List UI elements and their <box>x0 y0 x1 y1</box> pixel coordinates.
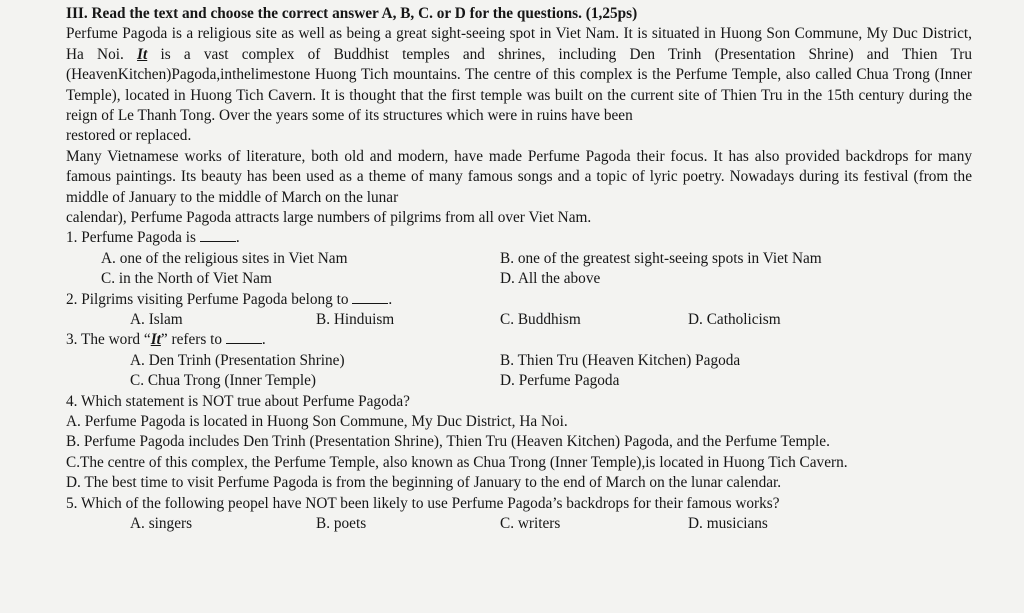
question-3-options-row-1 <box>66 351 972 371</box>
passage-p1-text-middle: is a vast complex of Buddhist temples and shrines, including Den Trinh (Presentation Shrine) and Thien Tru (HeavenKitchen)Pagoda,inthelimestone Huong Tich mountains. The centre of this complex is the Perfume Temple, also called Chua Trong (Inner Temple), located in Huong Tich Cavern. It is thought that the first temple was built on the current site of Thien Tru in the 15th century during the reign of Le Thanh Tong. Over the years some of its structures which were in ruins have been <box>66 45 972 125</box>
option-2b[interactable]: B. Hinduism <box>316 311 395 329</box>
question-1-options-row-1 <box>66 249 972 269</box>
option-5c[interactable]: C. writers <box>500 515 561 533</box>
passage-p2-text-end: calendar), Perfume Pagoda attracts large numbers of pilgrims from all over Viet Nam. <box>66 209 592 227</box>
passage-p1-text-start: Perfume Pagoda is a religious site as well as being a great sight-seeing spot in Viet Nam. It is situated in Huong Son Commune, My Duc District, Ha Noi. <box>66 25 972 63</box>
question-3 <box>66 330 972 391</box>
option-5a[interactable]: A. singers <box>130 515 193 533</box>
question-3-stem-end: . <box>261 331 266 349</box>
question-1-stem-end: . <box>235 229 240 247</box>
question-5-stem: 5. Which of the following peopel have NOT been likely to use Perfume Pagoda’s backdrops for their famous works? <box>66 494 780 512</box>
option-2d[interactable]: D. Catholicism <box>688 311 781 329</box>
question-1-stem <box>66 228 972 248</box>
question-4-stem: 4. Which statement is NOT true about Perfume Pagoda? <box>66 392 410 410</box>
question-3-options-row-2 <box>66 371 972 391</box>
answer-blank <box>352 291 388 304</box>
option-3a[interactable]: A. Den Trinh (Presentation Shrine) <box>130 351 345 369</box>
question-5 <box>66 494 972 535</box>
question-4 <box>66 392 972 494</box>
option-3b[interactable]: B. Thien Tru (Heaven Kitchen) Pagoda <box>500 351 741 369</box>
answer-blank <box>200 229 236 242</box>
question-2-stem <box>66 290 972 310</box>
option-4b[interactable]: B. Perfume Pagoda includes Den Trinh (Presentation Shrine), Thien Tru (Heaven Kitchen) Pagoda, and the Perfume Temple. <box>66 433 830 451</box>
question-2 <box>66 290 972 331</box>
passage-p2-text: Many Vietnamese works of literature, both old and modern, have made Perfume Pagoda their focus. It has also provided backdrops for many famous paintings. Its beauty has been used as a theme of many famous songs and a topic of lyric poetry. Nowadays during its festival (from the middle of January to the middle of March on the lunar <box>66 147 972 206</box>
option-5b[interactable]: B. poets <box>316 515 367 533</box>
page-bottom-edge <box>0 607 1024 613</box>
answer-blank <box>226 331 262 344</box>
question-2-stem-text: 2. Pilgrims visiting Perfume Pagoda belong to <box>66 290 349 308</box>
question-2-stem-end: . <box>388 290 393 308</box>
option-1b[interactable]: B. one of the greatest sight-seeing spots in Viet Nam <box>500 249 822 267</box>
referent-word: It <box>137 45 148 63</box>
question-3-stem-text: ” refers to <box>160 331 223 349</box>
passage-p1-text-end: restored or replaced. <box>66 127 192 145</box>
question-1-stem-text: 1. Perfume Pagoda is <box>66 229 197 247</box>
question-3-stem-start: 3. The word “ <box>66 331 151 349</box>
passage-paragraph-1 <box>66 24 972 146</box>
question-1-options-row-2 <box>66 269 972 289</box>
section-heading: III. Read the text and choose the correct answer A, B, C. or D for the questions. (1,25ps) <box>66 5 638 22</box>
question-5-options-row <box>66 514 972 534</box>
option-1d[interactable]: D. All the above <box>500 270 601 288</box>
option-3d[interactable]: D. Perfume Pagoda <box>500 372 620 390</box>
option-1a[interactable]: A. one of the religious sites in Viet Nam <box>101 249 348 267</box>
option-4a[interactable]: A. Perfume Pagoda is located in Huong Son Commune, My Duc District, Ha Noi. <box>66 413 568 431</box>
option-4c[interactable]: C.The centre of this complex, the Perfume Temple, also known as Chua Trong (Inner Temple),is located in Huong Tich Cavern. <box>66 453 848 471</box>
option-2c[interactable]: C. Buddhism <box>500 311 581 329</box>
option-1c[interactable]: C. in the North of Viet Nam <box>101 270 272 288</box>
option-3c[interactable]: C. Chua Trong (Inner Temple) <box>130 372 317 390</box>
option-2a[interactable]: A. Islam <box>130 311 183 329</box>
question-2-options-row <box>66 310 972 330</box>
passage-paragraph-2 <box>66 147 972 229</box>
question-1 <box>66 228 972 289</box>
question-3-stem <box>66 330 972 350</box>
option-5d[interactable]: D. musicians <box>688 515 768 533</box>
question-3-referent: It <box>150 331 161 349</box>
option-4d[interactable]: D. The best time to visit Perfume Pagoda is from the beginning of January to the end of March on the lunar calendar. <box>66 474 782 492</box>
